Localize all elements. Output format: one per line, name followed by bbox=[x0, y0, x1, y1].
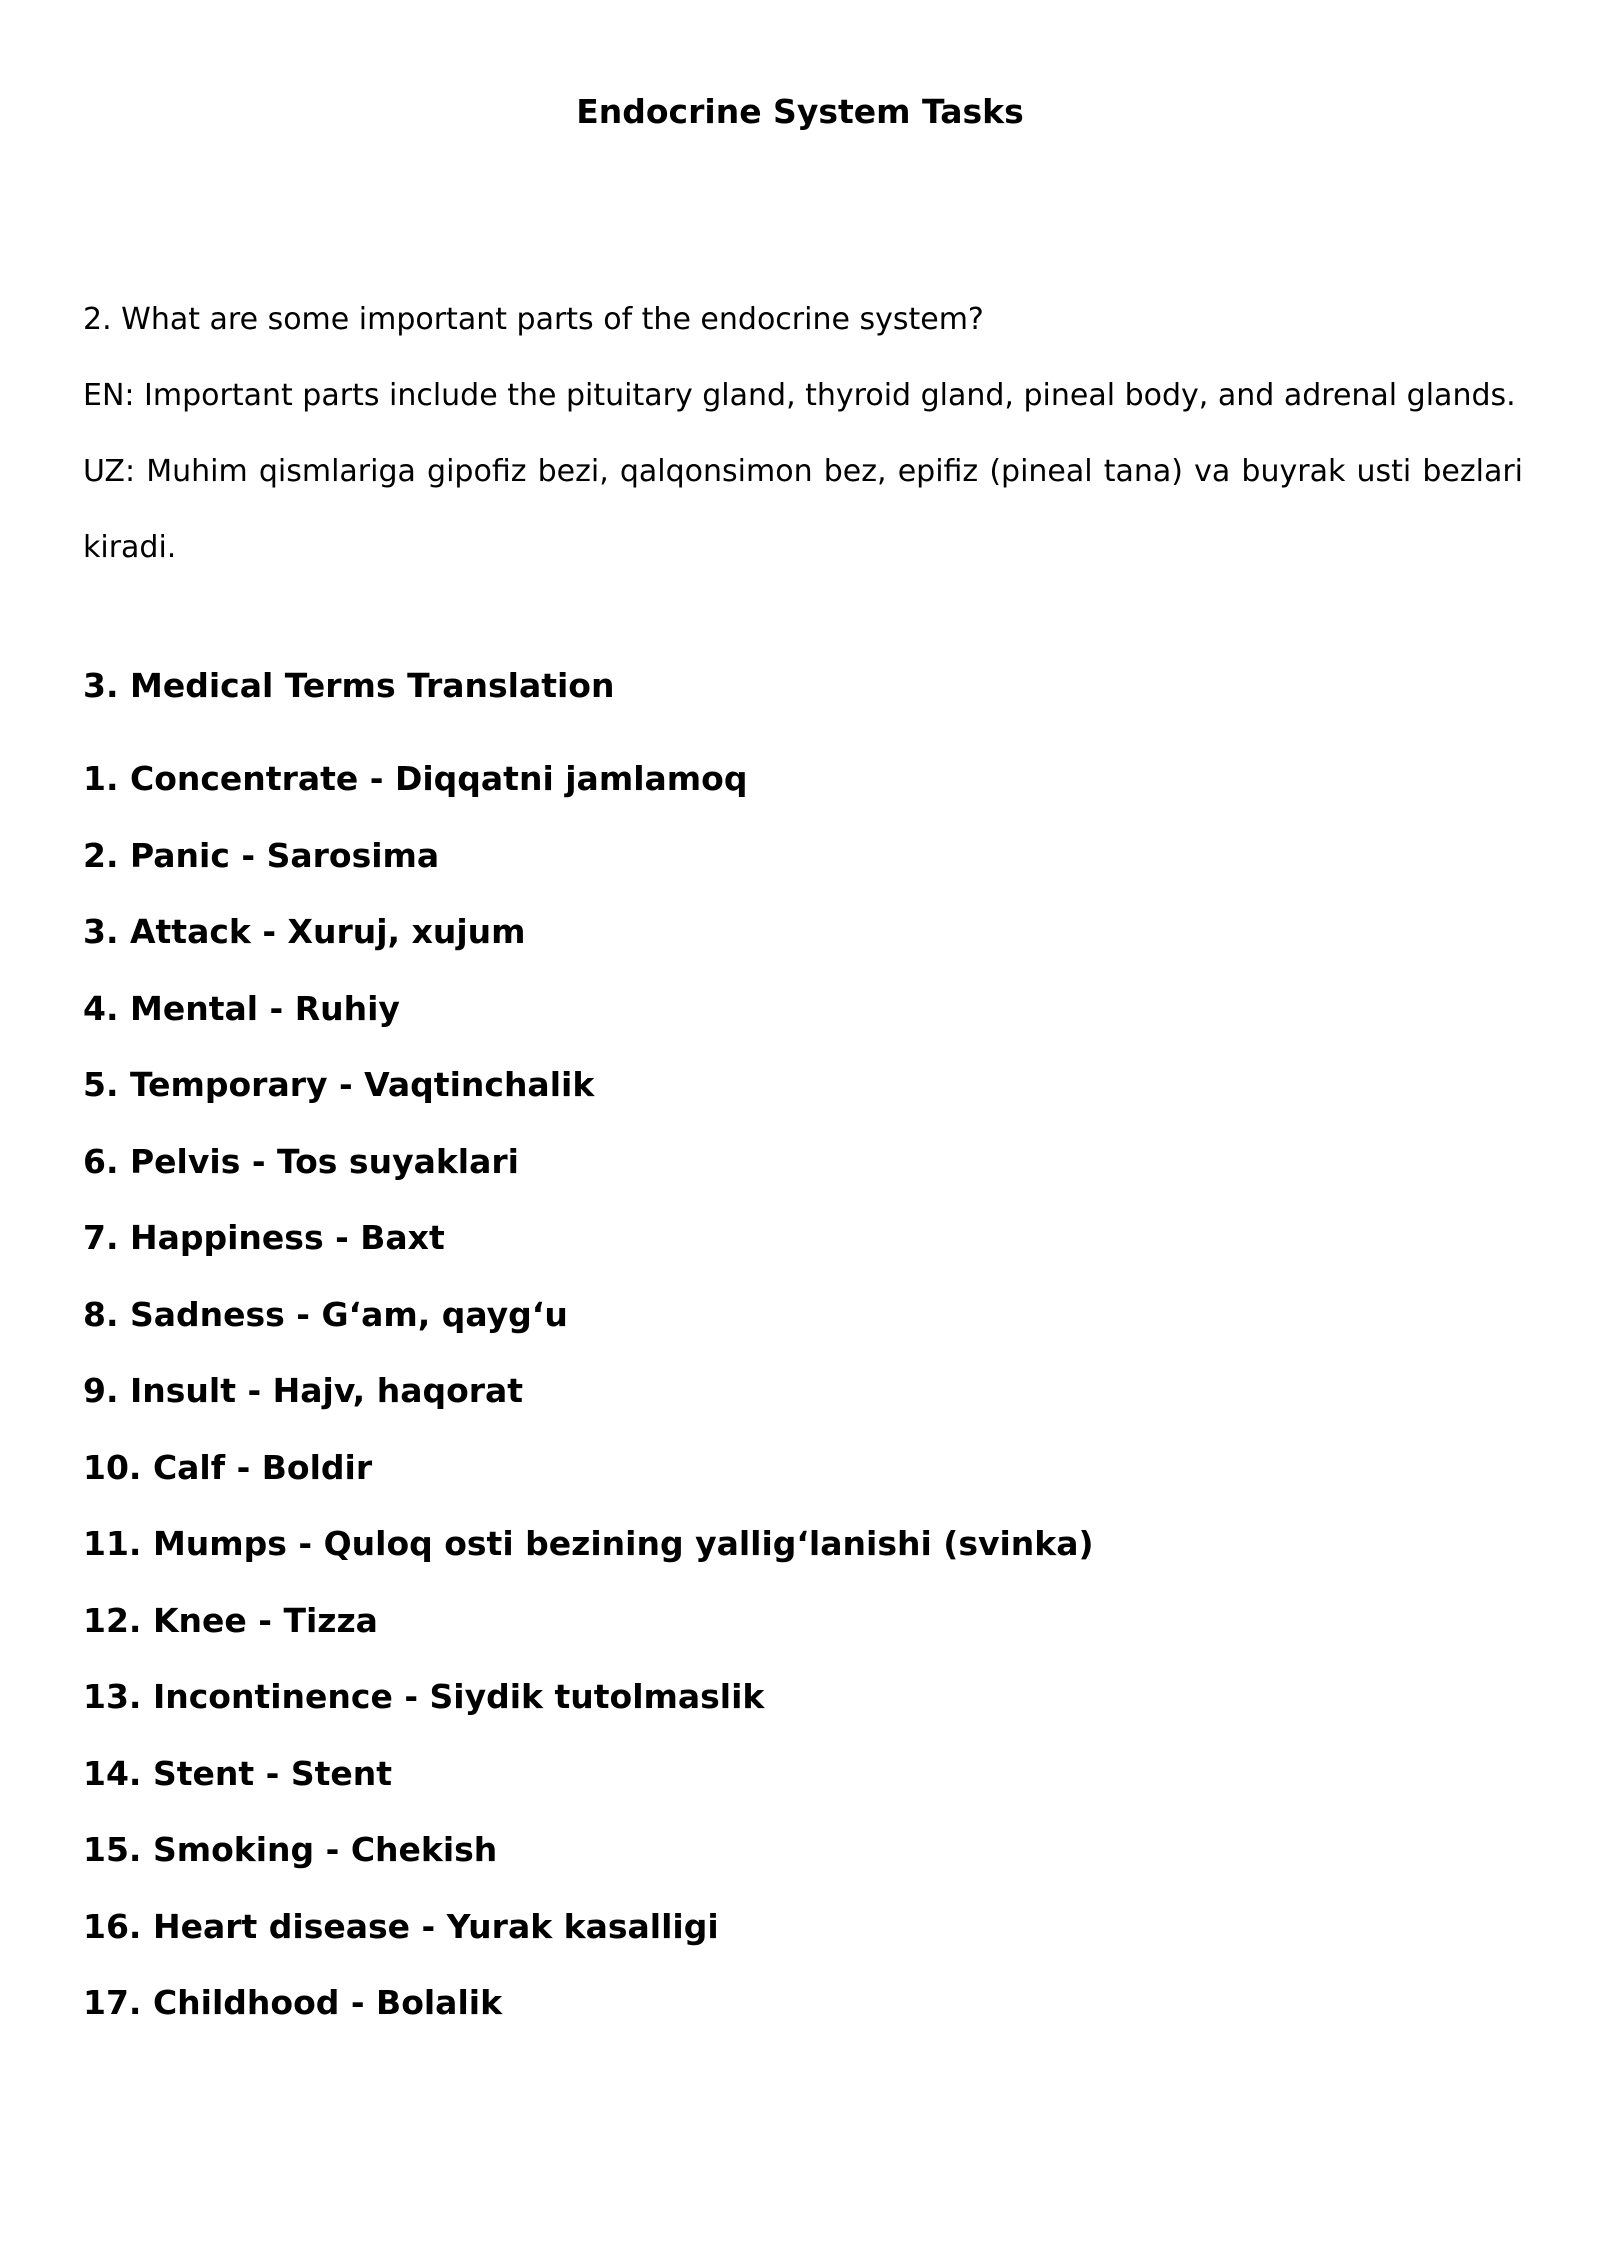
term-item: 4. Mental - Ruhiy bbox=[83, 988, 400, 1028]
answer-uzbek: UZ: Muhim qismlariga gipofiz bezi, qalqonsimon bez, epifiz (pineal tana) va buyrak usti bezlari kiradi. bbox=[83, 454, 1523, 565]
term-item: 14. Stent - Stent bbox=[83, 1753, 393, 1793]
term-item: 15. Smoking - Chekish bbox=[83, 1830, 498, 1869]
term-item: 9. Insult - Hajv, haqorat bbox=[83, 1371, 524, 1410]
term-item: 1. Concentrate - Diqqatni jamlamoq bbox=[83, 759, 748, 798]
term-item: 16. Heart disease - Yurak kasalligi bbox=[83, 1906, 719, 1946]
term-item: 2. Panic - Sarosima bbox=[83, 835, 440, 875]
term-item: 5. Temporary - Vaqtinchalik bbox=[83, 1065, 595, 1104]
term-item: 8. Sadness - G‘am, qayg‘u bbox=[83, 1294, 568, 1334]
term-item: 12. Knee - Tizza bbox=[83, 1600, 378, 1640]
page-title: Endocrine System Tasks bbox=[576, 92, 1024, 131]
terms-section-heading: 3. Medical Terms Translation bbox=[83, 666, 615, 705]
answer-english: EN: Important parts include the pituitary gland, thyroid gland, pineal body, and adrenal glands. bbox=[83, 378, 1516, 413]
term-item: 7. Happiness - Baxt bbox=[83, 1218, 445, 1257]
term-item: 10. Calf - Boldir bbox=[83, 1447, 373, 1487]
terms-list bbox=[83, 757, 1094, 2058]
term-item: 13. Incontinence - Siydik tutolmaslik bbox=[83, 1677, 765, 1716]
term-item: 11. Mumps - Quloq osti bezining yallig‘lanishi (svinka) bbox=[83, 1524, 1094, 1563]
term-item: 3. Attack - Xuruj, xujum bbox=[83, 912, 526, 951]
question-text: 2. What are some important parts of the endocrine system? bbox=[83, 302, 984, 337]
question-block bbox=[83, 282, 1523, 586]
term-item: 6. Pelvis - Tos suyaklari bbox=[83, 1141, 519, 1181]
term-item: 17. Childhood - Bolalik bbox=[83, 1983, 503, 2022]
